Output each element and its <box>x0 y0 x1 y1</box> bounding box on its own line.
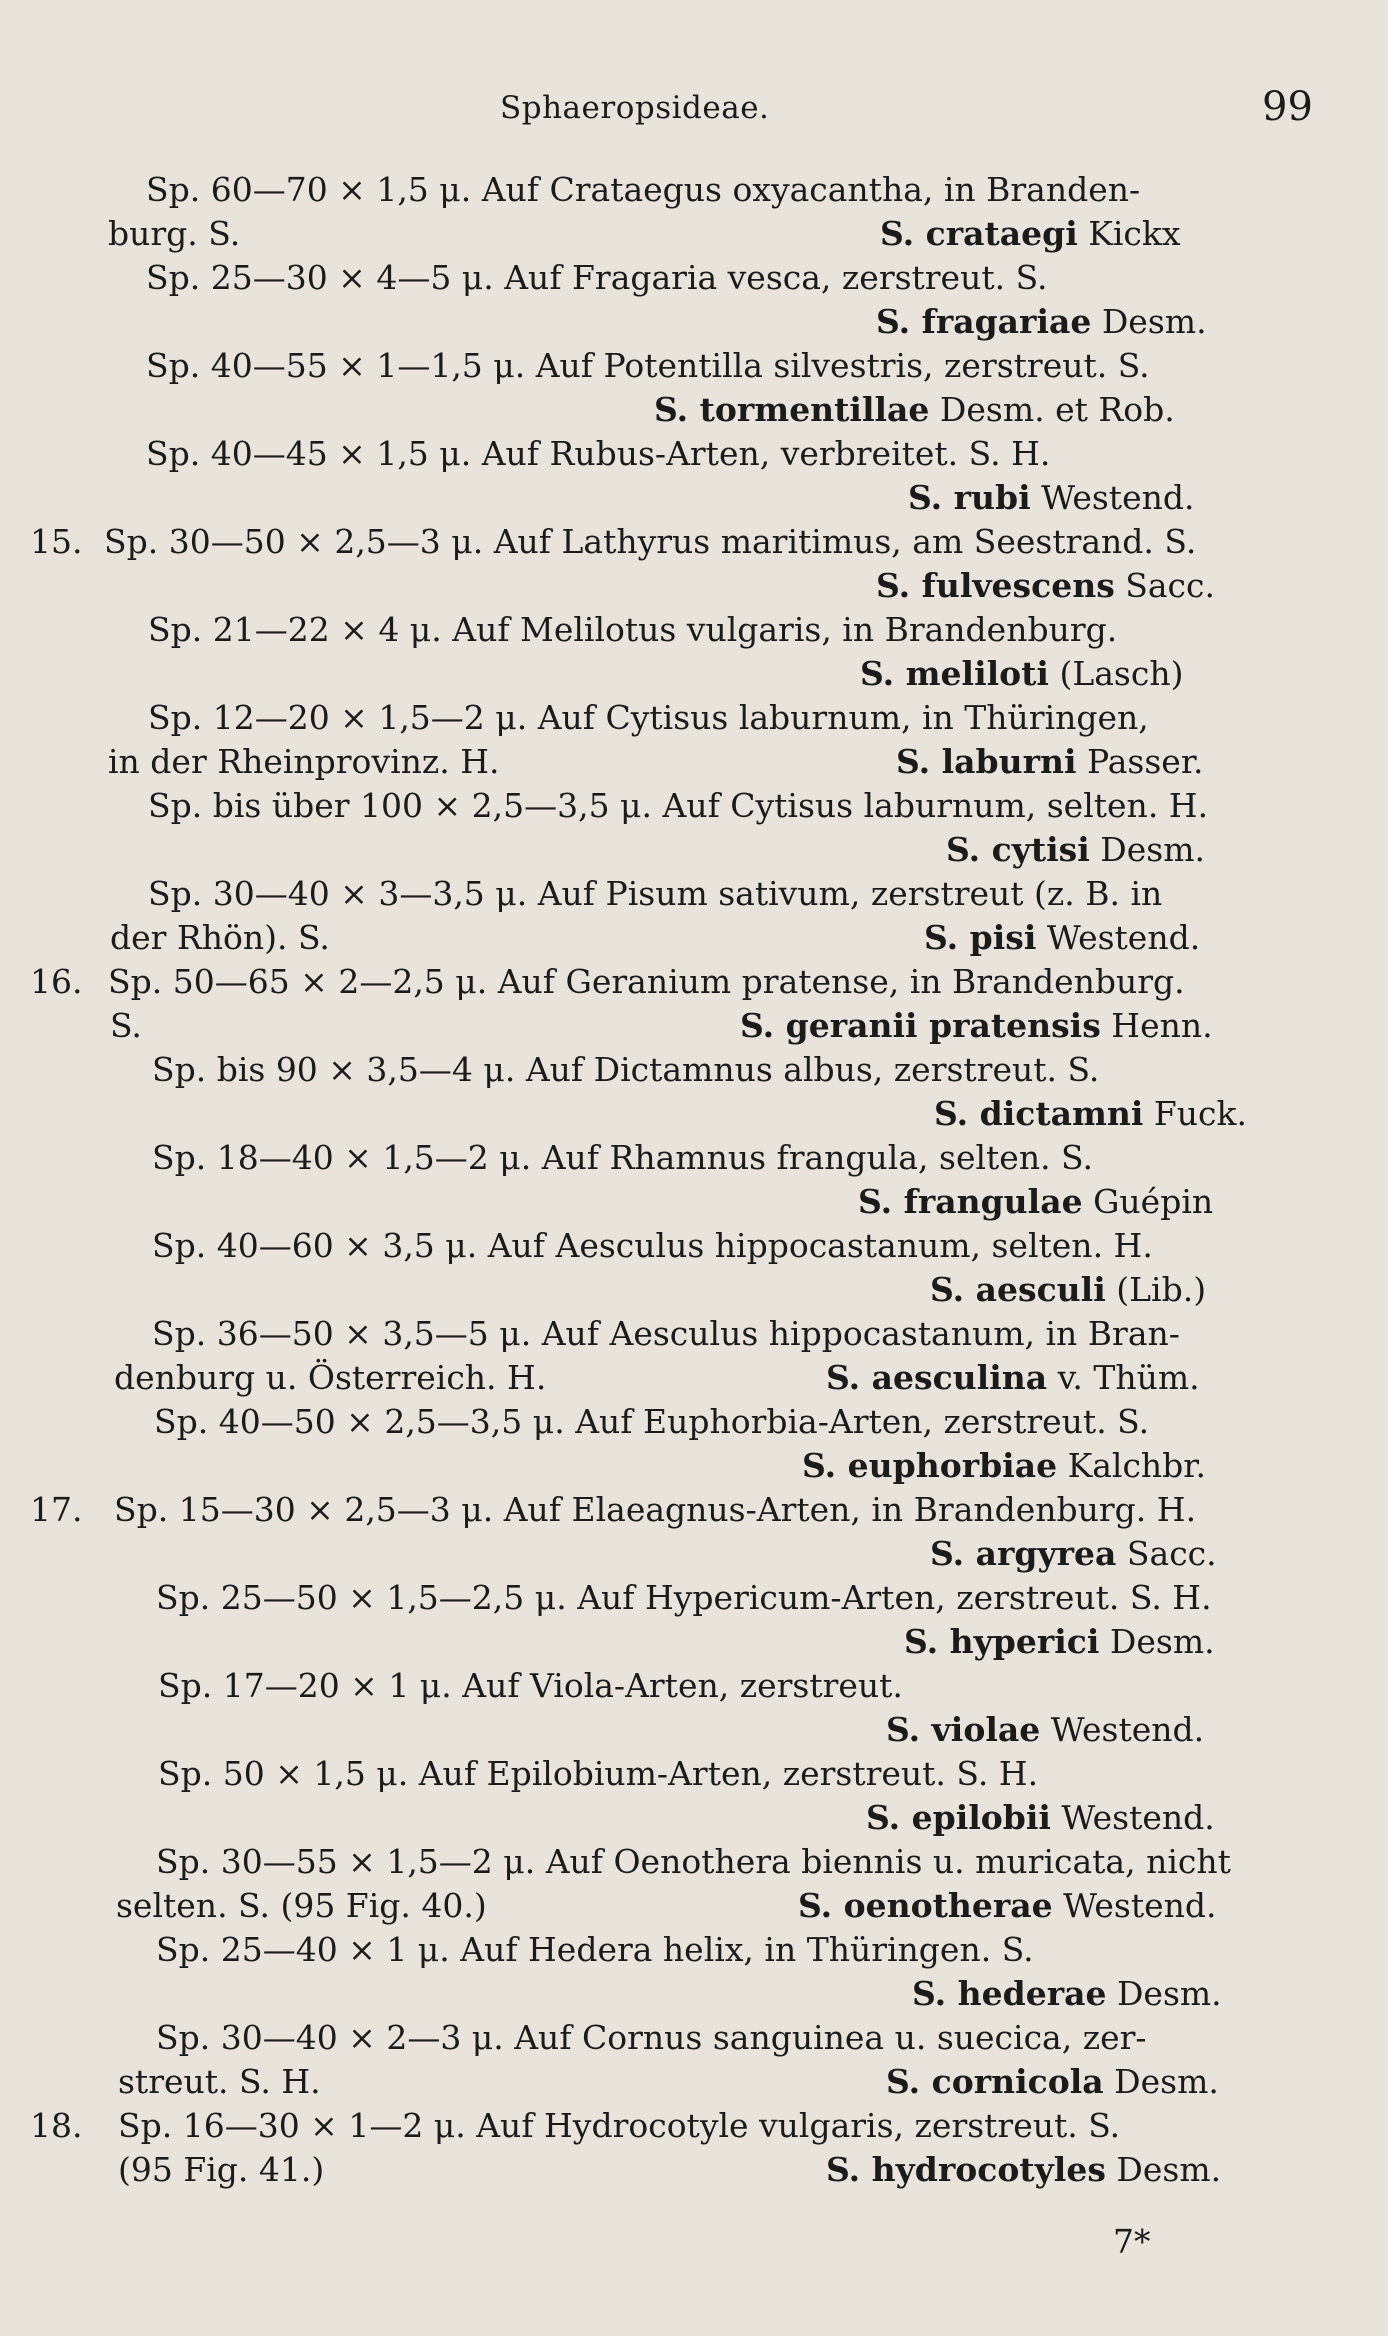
species-binomial: S. hyperici <box>904 1622 1100 1661</box>
text-line <box>0 1488 1388 1532</box>
species-author: Desm. <box>1105 2150 1222 2189</box>
line-text: Sp. 30—55 × 1,5—2 μ. Auf Oenothera biennis u. muricata, nicht <box>156 1842 1231 1881</box>
line-text: Sp. 18—40 × 1,5—2 μ. Auf Rhamnus frangula, selten. S. <box>152 1138 1093 1177</box>
line-text: Sp. 40—45 × 1,5 μ. Auf Rubus-Arten, verbreitet. S. H. <box>146 434 1051 473</box>
species-binomial: S. aesculina <box>826 1358 1048 1397</box>
text-line <box>0 1664 1388 1708</box>
text-line <box>0 388 1388 432</box>
line-text: Sp. 40—60 × 3,5 μ. Auf Aesculus hippocastanum, selten. H. <box>152 1226 1153 1265</box>
species-name <box>858 1180 1213 1224</box>
species-binomial: S. tormentillae <box>654 390 930 429</box>
species-author: Guépin <box>1082 1182 1214 1221</box>
species-name <box>886 1708 1204 1752</box>
species-name <box>826 1356 1200 1400</box>
line-text: Sp. 40—50 × 2,5—3,5 μ. Auf Euphorbia-Arten, zerstreut. S. <box>154 1402 1150 1441</box>
species-author: Westend. <box>1030 478 1195 517</box>
species-name <box>826 2148 1221 2192</box>
species-name <box>924 916 1200 960</box>
species-binomial: S. cytisi <box>946 830 1090 869</box>
text-line <box>0 740 1388 784</box>
line-text: Sp. 17—20 × 1 μ. Auf Viola-Arten, zerstreut. <box>158 1666 903 1705</box>
text-line <box>0 1576 1388 1620</box>
entry-number: 18. <box>30 2106 83 2145</box>
text-line <box>0 1840 1388 1884</box>
species-name <box>930 1268 1206 1312</box>
text-line <box>0 300 1388 344</box>
species-name <box>908 476 1194 520</box>
species-binomial: S. fulvescens <box>876 566 1115 605</box>
text-line <box>0 1136 1388 1180</box>
text-line <box>0 1532 1388 1576</box>
line-text: Sp. 36—50 × 3,5—5 μ. Auf Aesculus hippocastanum, in Bran- <box>152 1314 1180 1353</box>
species-binomial: S. hederae <box>912 1974 1107 2013</box>
species-author: Fuck. <box>1143 1094 1248 1133</box>
line-text: Sp. 60—70 × 1,5 μ. Auf Crataegus oxyacantha, in Branden- <box>146 170 1141 209</box>
species-author: Sacc. <box>1114 566 1216 605</box>
species-name <box>802 1444 1206 1488</box>
species-author: Kickx <box>1077 214 1181 253</box>
text-line <box>0 1620 1388 1664</box>
species-binomial: S. laburni <box>896 742 1077 781</box>
text-line <box>0 828 1388 872</box>
text-line <box>0 696 1388 740</box>
entry-number: 16. <box>30 962 83 1001</box>
text-line <box>0 432 1388 476</box>
text-line <box>0 1048 1388 1092</box>
text-line <box>0 1268 1388 1312</box>
species-binomial: S. fragariae <box>876 302 1092 341</box>
text-line <box>0 1224 1388 1268</box>
species-author: Sacc. <box>1116 1534 1217 1573</box>
signature-mark: 7* <box>1113 2222 1151 2261</box>
line-text: in der Rheinprovinz. H. <box>108 742 500 781</box>
species-binomial: S. violae <box>886 1710 1041 1749</box>
page-header <box>0 84 1388 134</box>
species-binomial: S. pisi <box>924 918 1037 957</box>
text-line <box>0 872 1388 916</box>
text-line <box>0 1400 1388 1444</box>
text-line <box>0 1444 1388 1488</box>
line-text: Sp. 50 × 1,5 μ. Auf Epilobium-Arten, zerstreut. S. H. <box>158 1754 1039 1793</box>
text-line <box>0 520 1388 564</box>
running-title: Sphaeropsideae. <box>500 90 770 126</box>
line-text: Sp. bis 90 × 3,5—4 μ. Auf Dictamnus albus, zerstreut. S. <box>152 1050 1100 1089</box>
line-text: Sp. 30—50 × 2,5—3 μ. Auf Lathyrus maritimus, am Seestrand. S. <box>104 522 1197 561</box>
species-name <box>866 1796 1215 1840</box>
text-line <box>0 1928 1388 1972</box>
text-line <box>0 2148 1388 2192</box>
line-text: S. <box>110 1006 142 1045</box>
line-text: Sp. 15—30 × 2,5—3 μ. Auf Elaeagnus-Arten, in Brandenburg. H. <box>114 1490 1197 1529</box>
species-author: Desm. <box>1089 830 1205 869</box>
species-author: Desm. <box>1106 1974 1222 2013</box>
line-text: der Rhön). S. <box>110 918 330 957</box>
text-line <box>0 1356 1388 1400</box>
species-binomial: S. crataegi <box>880 214 1078 253</box>
text-line <box>0 1004 1388 1048</box>
species-author: Westend. <box>1036 918 1201 957</box>
species-author: Desm. <box>1091 302 1207 341</box>
species-binomial: S. meliloti <box>860 654 1049 693</box>
text-line <box>0 1180 1388 1224</box>
line-text: Sp. 25—40 × 1 μ. Auf Hedera helix, in Thüringen. S. <box>156 1930 1034 1969</box>
species-author: Desm. <box>1099 1622 1215 1661</box>
species-name <box>946 828 1205 872</box>
species-name <box>886 2060 1219 2104</box>
text-line <box>0 608 1388 652</box>
species-binomial: S. geranii pratensis <box>740 1006 1101 1045</box>
species-binomial: S. aesculi <box>930 1270 1106 1309</box>
species-author: Desm. <box>1103 2062 1219 2101</box>
text-line <box>0 2016 1388 2060</box>
line-text: streut. S. H. <box>118 2062 321 2101</box>
species-name <box>904 1620 1215 1664</box>
line-text: Sp. 30—40 × 2—3 μ. Auf Cornus sanguinea u. suecica, zer- <box>156 2018 1147 2057</box>
line-text: Sp. bis über 100 × 2,5—3,5 μ. Auf Cytisus laburnum, selten. H. <box>148 786 1209 825</box>
text-line <box>0 1752 1388 1796</box>
text-line <box>0 916 1388 960</box>
text-line <box>0 1708 1388 1752</box>
species-binomial: S. hydrocotyles <box>826 2150 1106 2189</box>
species-name <box>740 1004 1213 1048</box>
line-text: Sp. 25—30 × 4—5 μ. Auf Fragaria vesca, zerstreut. S. <box>146 258 1048 297</box>
species-name <box>912 1972 1222 2016</box>
text-line <box>0 564 1388 608</box>
text-line <box>0 1092 1388 1136</box>
line-text: burg. S. <box>108 214 241 253</box>
species-binomial: S. frangulae <box>858 1182 1083 1221</box>
species-binomial: S. epilobii <box>866 1798 1051 1837</box>
species-author: Westend. <box>1052 1886 1217 1925</box>
species-binomial: S. euphorbiae <box>802 1446 1058 1485</box>
species-author: (Lasch) <box>1048 654 1184 693</box>
species-name <box>798 1884 1216 1928</box>
species-name <box>896 740 1203 784</box>
species-name <box>880 212 1181 256</box>
species-author: Kalchbr. <box>1057 1446 1206 1485</box>
line-text: selten. S. (95 Fig. 40.) <box>116 1886 487 1925</box>
species-name <box>860 652 1183 696</box>
species-binomial: S. argyrea <box>930 1534 1117 1573</box>
species-name <box>876 300 1207 344</box>
species-binomial: S. rubi <box>908 478 1031 517</box>
species-author: Passer. <box>1076 742 1204 781</box>
species-author: Westend. <box>1040 1710 1205 1749</box>
line-text: (95 Fig. 41.) <box>118 2150 325 2189</box>
text-line <box>0 652 1388 696</box>
entry-number: 17. <box>30 1490 83 1529</box>
text-line <box>0 344 1388 388</box>
species-name <box>876 564 1215 608</box>
species-author: Desm. et Rob. <box>929 390 1175 429</box>
species-author: Westend. <box>1050 1798 1215 1837</box>
line-text: Sp. 16—30 × 1—2 μ. Auf Hydrocotyle vulgaris, zerstreut. S. <box>118 2106 1121 2145</box>
text-line <box>0 476 1388 520</box>
entry-number: 15. <box>30 522 83 561</box>
text-line <box>0 1796 1388 1840</box>
text-line <box>0 960 1388 1004</box>
line-text: Sp. 21—22 × 4 μ. Auf Melilotus vulgaris, in Brandenburg. <box>148 610 1118 649</box>
species-binomial: S. cornicola <box>886 2062 1104 2101</box>
line-text: Sp. 40—55 × 1—1,5 μ. Auf Potentilla silvestris, zerstreut. S. <box>146 346 1150 385</box>
text-line <box>0 1972 1388 2016</box>
text-line <box>0 784 1388 828</box>
species-author: Henn. <box>1100 1006 1213 1045</box>
line-text: denburg u. Österreich. H. <box>114 1358 547 1397</box>
text-line <box>0 2104 1388 2148</box>
species-name <box>654 388 1175 432</box>
species-author: (Lib.) <box>1105 1270 1207 1309</box>
species-name <box>930 1532 1217 1576</box>
species-author: v. Thüm. <box>1047 1358 1200 1397</box>
line-text: Sp. 25—50 × 1,5—2,5 μ. Auf Hypericum-Arten, zerstreut. S. H. <box>156 1578 1212 1617</box>
text-line <box>0 256 1388 300</box>
line-text: Sp. 50—65 × 2—2,5 μ. Auf Geranium pratense, in Brandenburg. <box>108 962 1185 1001</box>
line-text: Sp. 12—20 × 1,5—2 μ. Auf Cytisus laburnum, in Thüringen, <box>148 698 1149 737</box>
species-binomial: S. dictamni <box>934 1094 1144 1133</box>
text-line <box>0 1312 1388 1356</box>
text-line <box>0 168 1388 212</box>
text-line <box>0 1884 1388 1928</box>
line-text: Sp. 30—40 × 3—3,5 μ. Auf Pisum sativum, zerstreut (z. B. in <box>148 874 1163 913</box>
species-binomial: S. oenotherae <box>798 1886 1053 1925</box>
species-name <box>934 1092 1247 1136</box>
page-number: 99 <box>1262 84 1313 130</box>
text-line <box>0 212 1388 256</box>
text-line <box>0 2060 1388 2104</box>
